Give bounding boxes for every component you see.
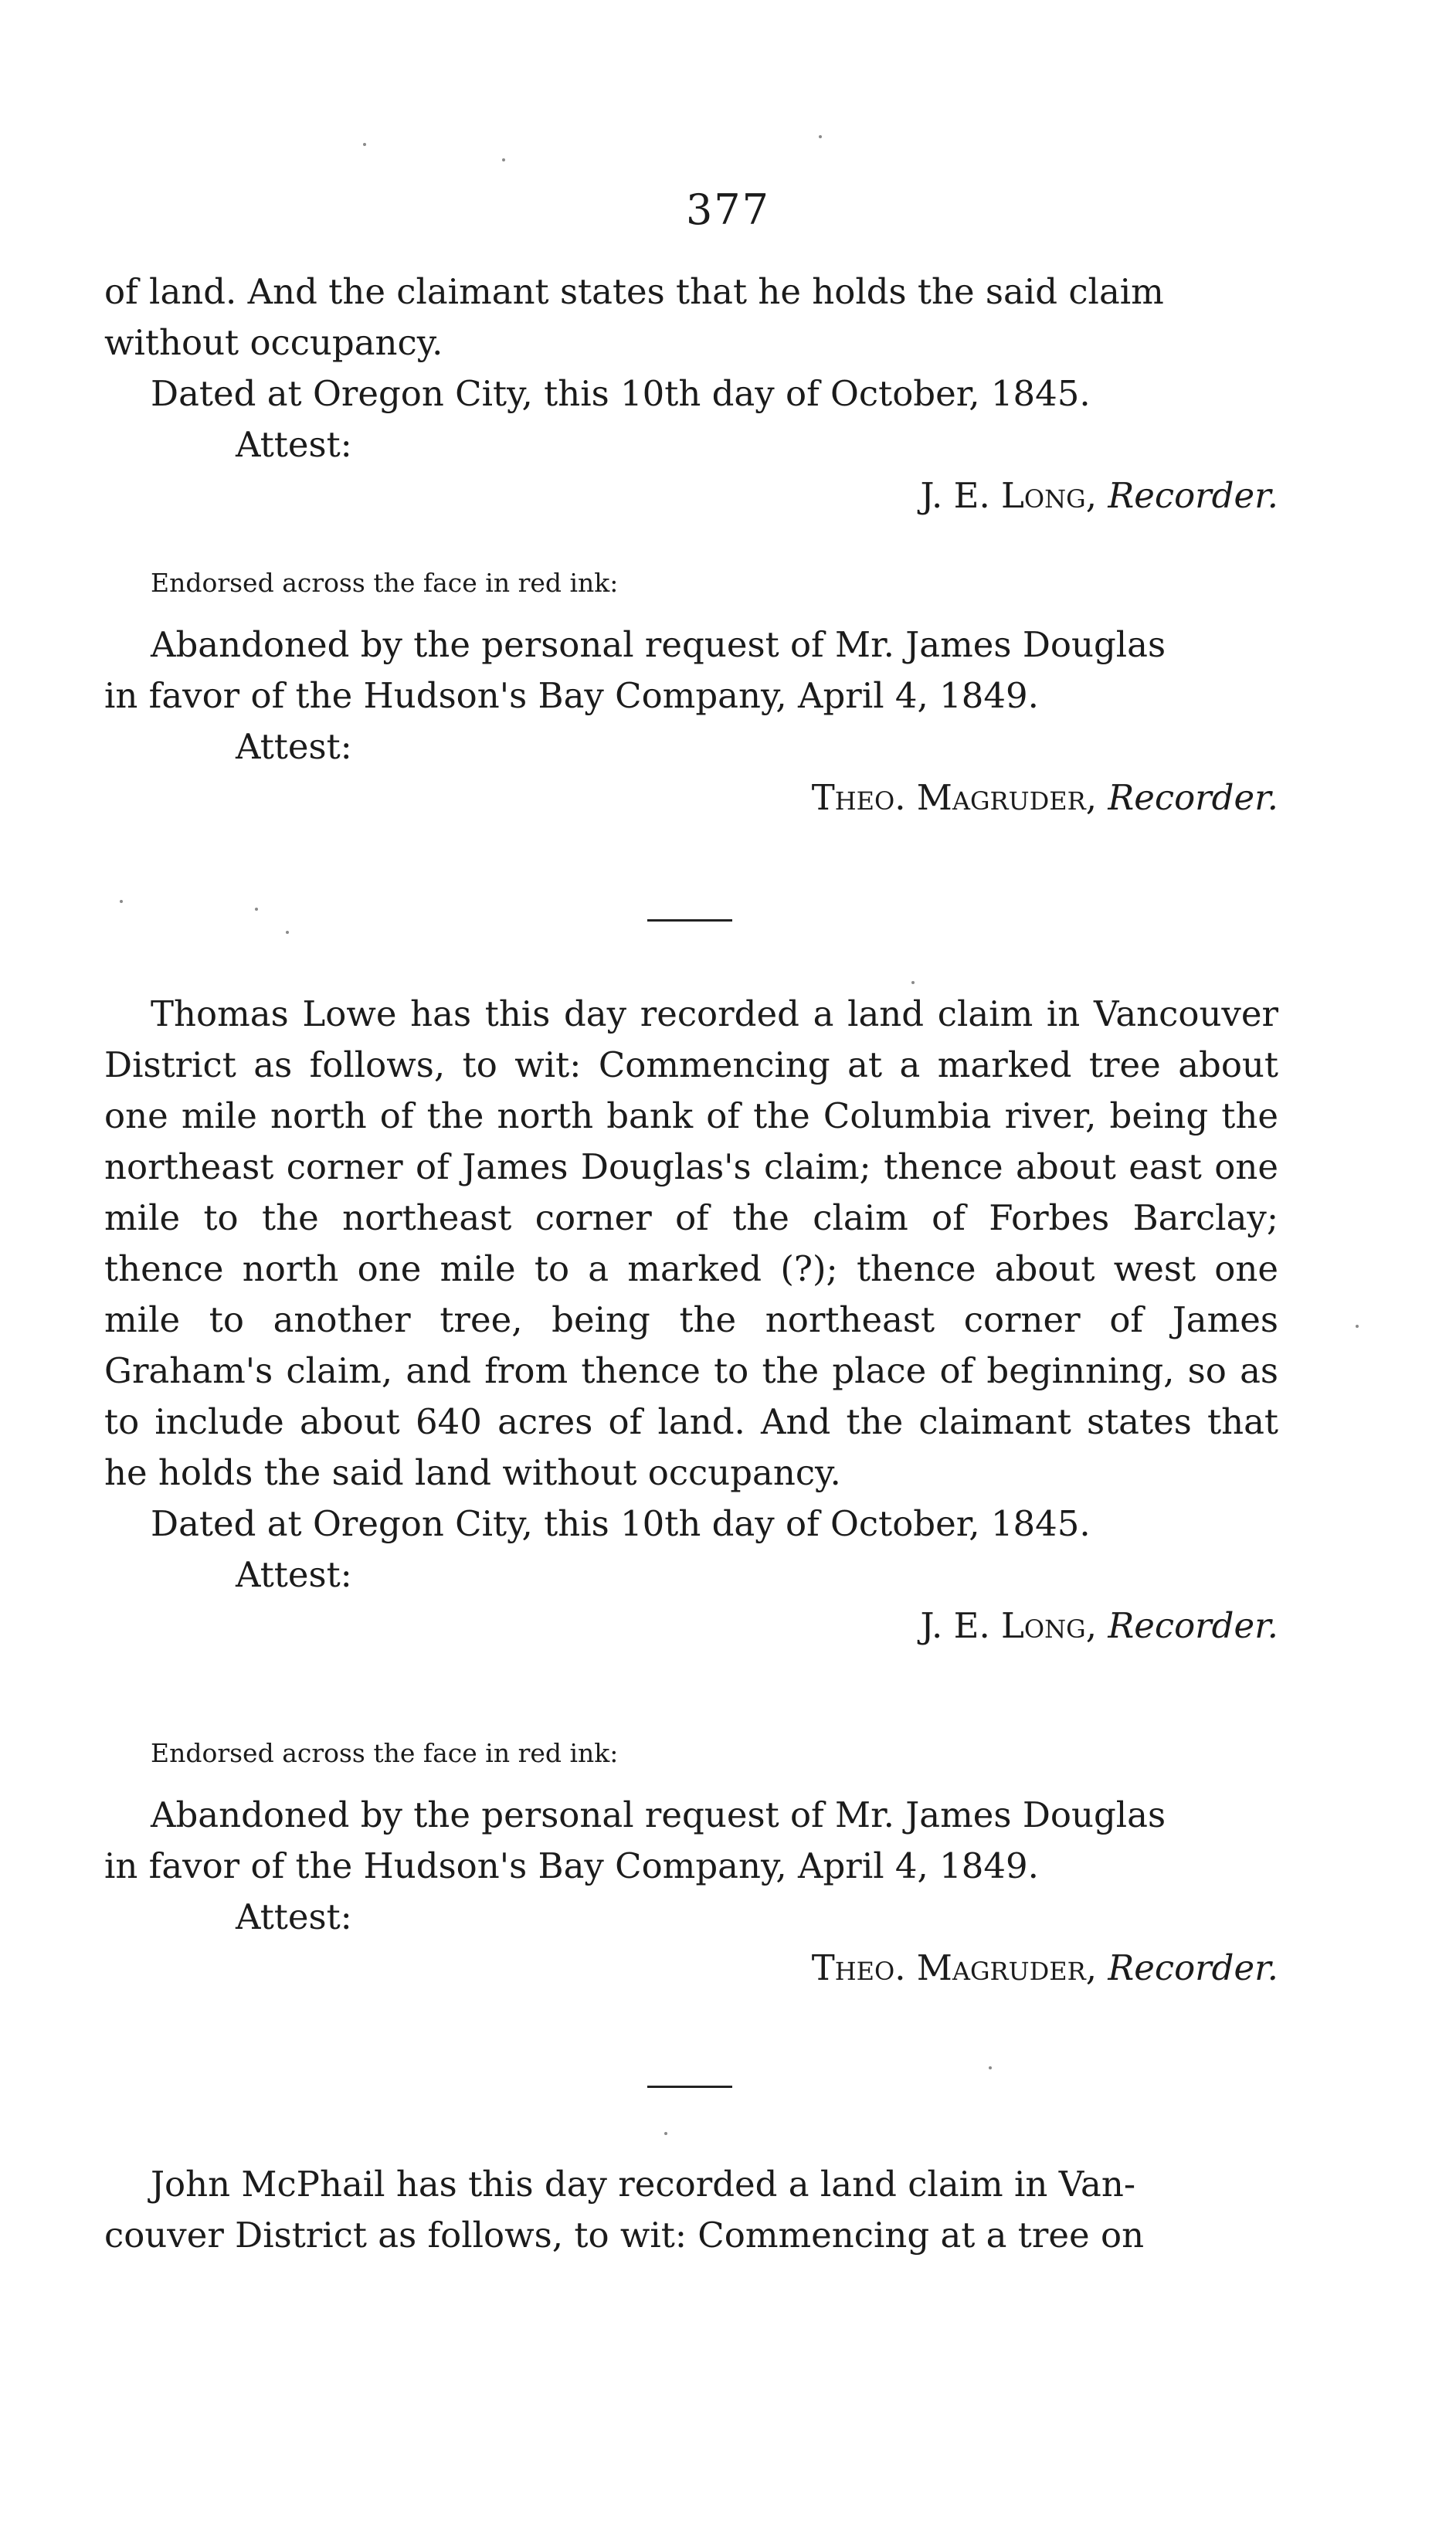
lowe-signature [104, 1601, 1278, 1652]
intro-signature [104, 470, 1278, 521]
section-divider-2 [647, 2086, 732, 2088]
intro-endorse-signer-title: Recorder. [1108, 777, 1278, 818]
intro-endorse-attest: Attest: [236, 726, 352, 767]
lowe-signer-title: Recorder. [1108, 1605, 1278, 1646]
intro-endorse-line-1: Abandoned by the personal request of Mr. James Douglas [151, 624, 1166, 665]
intro-line-1: of land. And the claimant states that he holds the said claim [104, 271, 1164, 312]
intro-endorse-signer-name: Theo. Magruder, [811, 777, 1098, 818]
intro-signer-title: Recorder. [1108, 475, 1278, 516]
scan-speck [255, 908, 258, 911]
lowe-claim-paragraph: Thomas Lowe has this day recorded a land claim in Vancouver District as follows, to wit: Commencing at a marked tree about one mile north of the north bank of the Columbia river, being the northeast corner of James Douglas's claim; thence about east one mile to the northeast corner of the claim of Forbes Barclay; thence north one mile to a marked (?); thence about west one mile to another tree, being the northeast corner of James Graham's claim, and from thence to the place of beginning, so as to include about 640 acres of land. And the claimant states that he holds the said land without occupancy. [104, 993, 1278, 1493]
scan-speck [120, 900, 123, 903]
lowe-endorsement [104, 1734, 1278, 1994]
scan-speck [664, 2132, 667, 2135]
lowe-claim-block [104, 989, 1278, 1652]
mcphail-line-2: couver District as follows, to wit: Commencing at a tree on [104, 2215, 1145, 2256]
lowe-endorse-line-1: Abandoned by the personal request of Mr. James Douglas [151, 1794, 1166, 1835]
intro-line-2: without occupancy. [104, 322, 443, 363]
lowe-dated: Dated at Oregon City, this 10th day of October, 1845. [151, 1503, 1091, 1544]
mcphail-line-1: John McPhail has this day recorded a land claim in Van- [151, 2164, 1136, 2205]
lowe-endorse-line-2: in favor of the Hudson's Bay Company, April 4, 1849. [104, 1845, 1039, 1886]
intro-attest: Attest: [236, 424, 352, 465]
page-number: 377 [685, 185, 771, 234]
lowe-endorse-signature [104, 1943, 1278, 1994]
scan-speck [1356, 1325, 1359, 1328]
intro-dated: Dated at Oregon City, this 10th day of October, 1845. [151, 373, 1091, 414]
mcphail-claim-block [104, 2159, 1278, 2261]
lowe-endorse-signer-name: Theo. Magruder, [811, 1947, 1098, 1988]
scan-speck [819, 135, 822, 138]
section-divider-1 [647, 919, 732, 922]
scan-speck [363, 143, 366, 146]
intro-block [104, 266, 1278, 521]
lowe-endorse-attest: Attest: [236, 1896, 352, 1937]
scan-speck [286, 931, 289, 934]
lowe-endorse-note: Endorsed across the face in red ink: [151, 1738, 619, 1768]
intro-endorse-signature [104, 772, 1278, 823]
scan-speck [989, 2066, 992, 2069]
intro-signer-name: J. E. Long, [920, 475, 1098, 516]
lowe-signer-name: J. E. Long, [920, 1605, 1098, 1646]
intro-endorsement [104, 564, 1278, 823]
intro-endorse-note: Endorsed across the face in red ink: [151, 568, 619, 598]
scan-speck [502, 158, 505, 161]
intro-endorse-line-2: in favor of the Hudson's Bay Company, April 4, 1849. [104, 675, 1039, 716]
lowe-attest: Attest: [236, 1554, 352, 1595]
scan-speck [911, 981, 915, 984]
lowe-endorse-signer-title: Recorder. [1108, 1947, 1278, 1988]
